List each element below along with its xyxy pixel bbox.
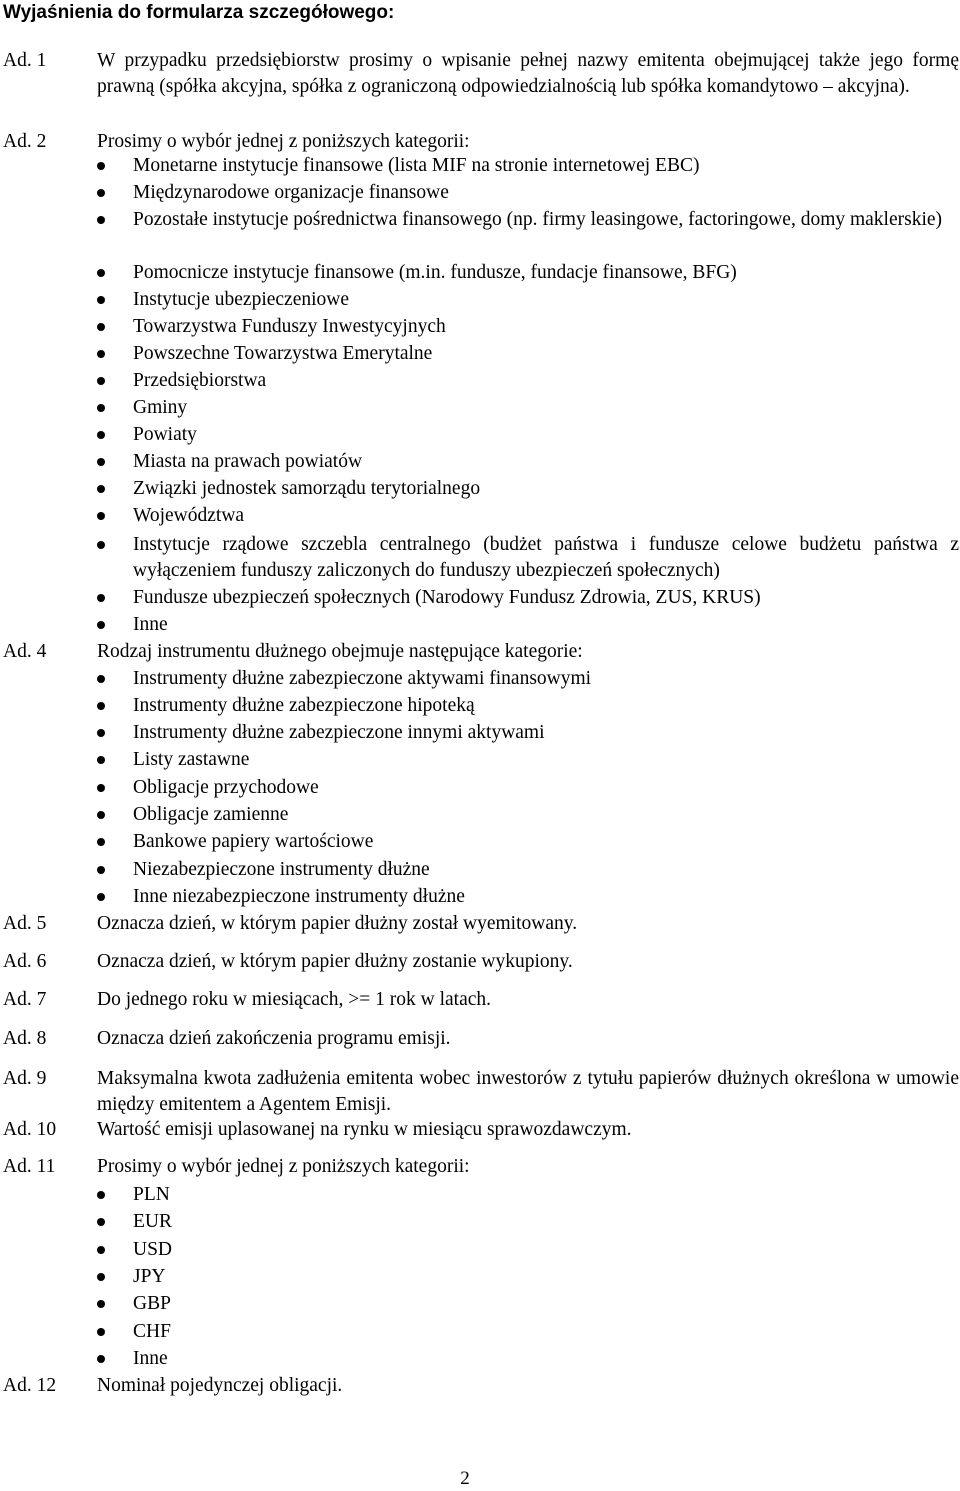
ad7-text: Do jednego roku w miesiącach, >= 1 rok w latach.	[97, 989, 491, 1010]
bullet	[97, 594, 105, 602]
bullet	[97, 1355, 105, 1363]
ad2-item: Przedsiębiorstwa	[133, 370, 267, 391]
ad2-label: Ad. 2	[3, 131, 47, 152]
bullet	[97, 784, 105, 792]
document-title: Wyjaśnienia do formularza szczegółowego:	[3, 2, 395, 23]
ad4-item: Obligacje przychodowe	[133, 777, 319, 798]
ad4-intro: Rodzaj instrumentu dłużnego obejmuje następujące kategorie:	[97, 641, 583, 662]
page-number: 2	[460, 1468, 470, 1489]
bullet	[97, 621, 105, 629]
bullet	[97, 189, 105, 197]
bullet	[97, 512, 105, 520]
ad11-item: GBP	[133, 1293, 171, 1314]
bullet	[97, 1273, 105, 1281]
bullet	[97, 296, 105, 304]
ad2-item: Gminy	[133, 397, 188, 418]
ad6-text: Oznacza dzień, w którym papier dłużny zostanie wykupiony.	[97, 951, 573, 972]
ad11-intro: Prosimy o wybór jednej z poniższych kategorii:	[97, 1156, 470, 1177]
bullet	[97, 675, 105, 683]
ad12-label: Ad. 12	[3, 1375, 57, 1396]
bullet	[97, 377, 105, 385]
bullet	[97, 541, 105, 549]
bullet	[97, 866, 105, 874]
ad1-label: Ad. 1	[3, 50, 47, 71]
ad1-text: W przypadku przedsiębiorstw prosimy o wpisanie pełnej nazwy emitenta obejmującej także jego formę prawną (spółka akcyjna, spółka z ograniczoną odpowiedzialnością lub spółka komandytowo – akcyjna).	[97, 50, 959, 97]
bullet	[97, 1328, 105, 1336]
ad11-item: JPY	[133, 1266, 166, 1287]
ad9-text: Maksymalna kwota zadłużenia emitenta wobec inwestorów z tytułu papierów dłużnych określona w umowie między emitentem a Agentem Emisji.	[97, 1068, 959, 1115]
bullet	[97, 1246, 105, 1254]
bullet	[97, 485, 105, 493]
ad2-item: Miasta na prawach powiatów	[133, 451, 363, 472]
bullet	[97, 729, 105, 737]
ad7-label: Ad. 7	[3, 989, 47, 1010]
ad4-item: Listy zastawne	[133, 749, 250, 770]
ad11-item: PLN	[133, 1184, 170, 1205]
ad11-label: Ad. 11	[3, 1156, 56, 1177]
ad8-text: Oznacza dzień zakończenia programu emisji.	[97, 1028, 451, 1049]
ad8-label: Ad. 8	[3, 1028, 47, 1049]
bullet	[97, 431, 105, 439]
bullet	[97, 458, 105, 466]
ad2-intro: Prosimy o wybór jednej z poniższych kategorii:	[97, 131, 470, 152]
ad2-item: Instytucje ubezpieczeniowe	[133, 289, 350, 310]
bullet	[97, 216, 105, 224]
ad2-item: Związki jednostek samorządu terytorialnego	[133, 478, 481, 499]
ad12-text: Nominał pojedynczej obligacji.	[97, 1375, 343, 1396]
ad11-item: USD	[133, 1239, 173, 1260]
ad4-item: Instrumenty dłużne zabezpieczone innymi aktywami	[133, 722, 545, 743]
ad2-item: Towarzystwa Funduszy Inwestycyjnych	[133, 316, 446, 337]
ad4-item: Obligacje zamienne	[133, 804, 289, 825]
ad5-label: Ad. 5	[3, 913, 47, 934]
ad2-item: Powiaty	[133, 424, 197, 445]
bullet	[97, 811, 105, 819]
ad2-item: Pomocnicze instytucje finansowe (m.in. fundusze, fundacje finansowe, BFG)	[133, 262, 737, 283]
bullet	[97, 756, 105, 764]
ad11-item: CHF	[133, 1321, 171, 1342]
ad2-item: Międzynarodowe organizacje finansowe	[133, 182, 449, 203]
ad11-item: EUR	[133, 1211, 172, 1232]
bullet	[97, 838, 105, 846]
ad10-label: Ad. 10	[3, 1119, 57, 1140]
ad4-item: Niezabezpieczone instrumenty dłużne	[133, 859, 430, 880]
ad2-item: Monetarne instytucje finansowe (lista MIF na stronie internetowej EBC)	[133, 155, 700, 176]
ad2-item: Województwa	[133, 505, 245, 526]
ad2-item: Fundusze ubezpieczeń społecznych (Narodowy Fundusz Zdrowia, ZUS, KRUS)	[133, 587, 761, 608]
ad2-item: Pozostałe instytucje pośrednictwa finansowego (np. firmy leasingowe, factoringowe, domy maklerskie)	[133, 209, 943, 230]
ad5-text: Oznacza dzień, w którym papier dłużny został wyemitowany.	[97, 913, 578, 934]
ad4-label: Ad. 4	[3, 641, 47, 662]
bullet	[97, 350, 105, 358]
ad10-text: Wartość emisji uplasowanej na rynku w miesiącu sprawozdawczym.	[97, 1119, 632, 1140]
bullet	[97, 1191, 105, 1199]
bullet	[97, 162, 105, 170]
ad6-label: Ad. 6	[3, 951, 47, 972]
bullet	[97, 269, 105, 277]
bullet	[97, 404, 105, 412]
ad4-item: Instrumenty dłużne zabezpieczone hipoteką	[133, 695, 475, 716]
bullet	[97, 1300, 105, 1308]
ad4-item: Bankowe papiery wartościowe	[133, 831, 374, 852]
bullet	[97, 702, 105, 710]
bullet	[97, 1218, 105, 1226]
ad2-item: Powszechne Towarzystwa Emerytalne	[133, 343, 433, 364]
ad9-label: Ad. 9	[3, 1068, 47, 1089]
ad4-item: Instrumenty dłużne zabezpieczone aktywami finansowymi	[133, 668, 592, 689]
bullet	[97, 323, 105, 331]
bullet	[97, 893, 105, 901]
ad2-item: Instytucje rządowe szczebla centralnego (budżet państwa i fundusze celowe budżetu państwa z wyłączeniem funduszy zaliczonych do funduszy ubezpieczeń społecznych)	[133, 534, 959, 581]
ad4-item: Inne niezabezpieczone instrumenty dłużne	[133, 886, 465, 907]
ad11-item: Inne	[133, 1348, 168, 1369]
ad2-item: Inne	[133, 614, 168, 635]
